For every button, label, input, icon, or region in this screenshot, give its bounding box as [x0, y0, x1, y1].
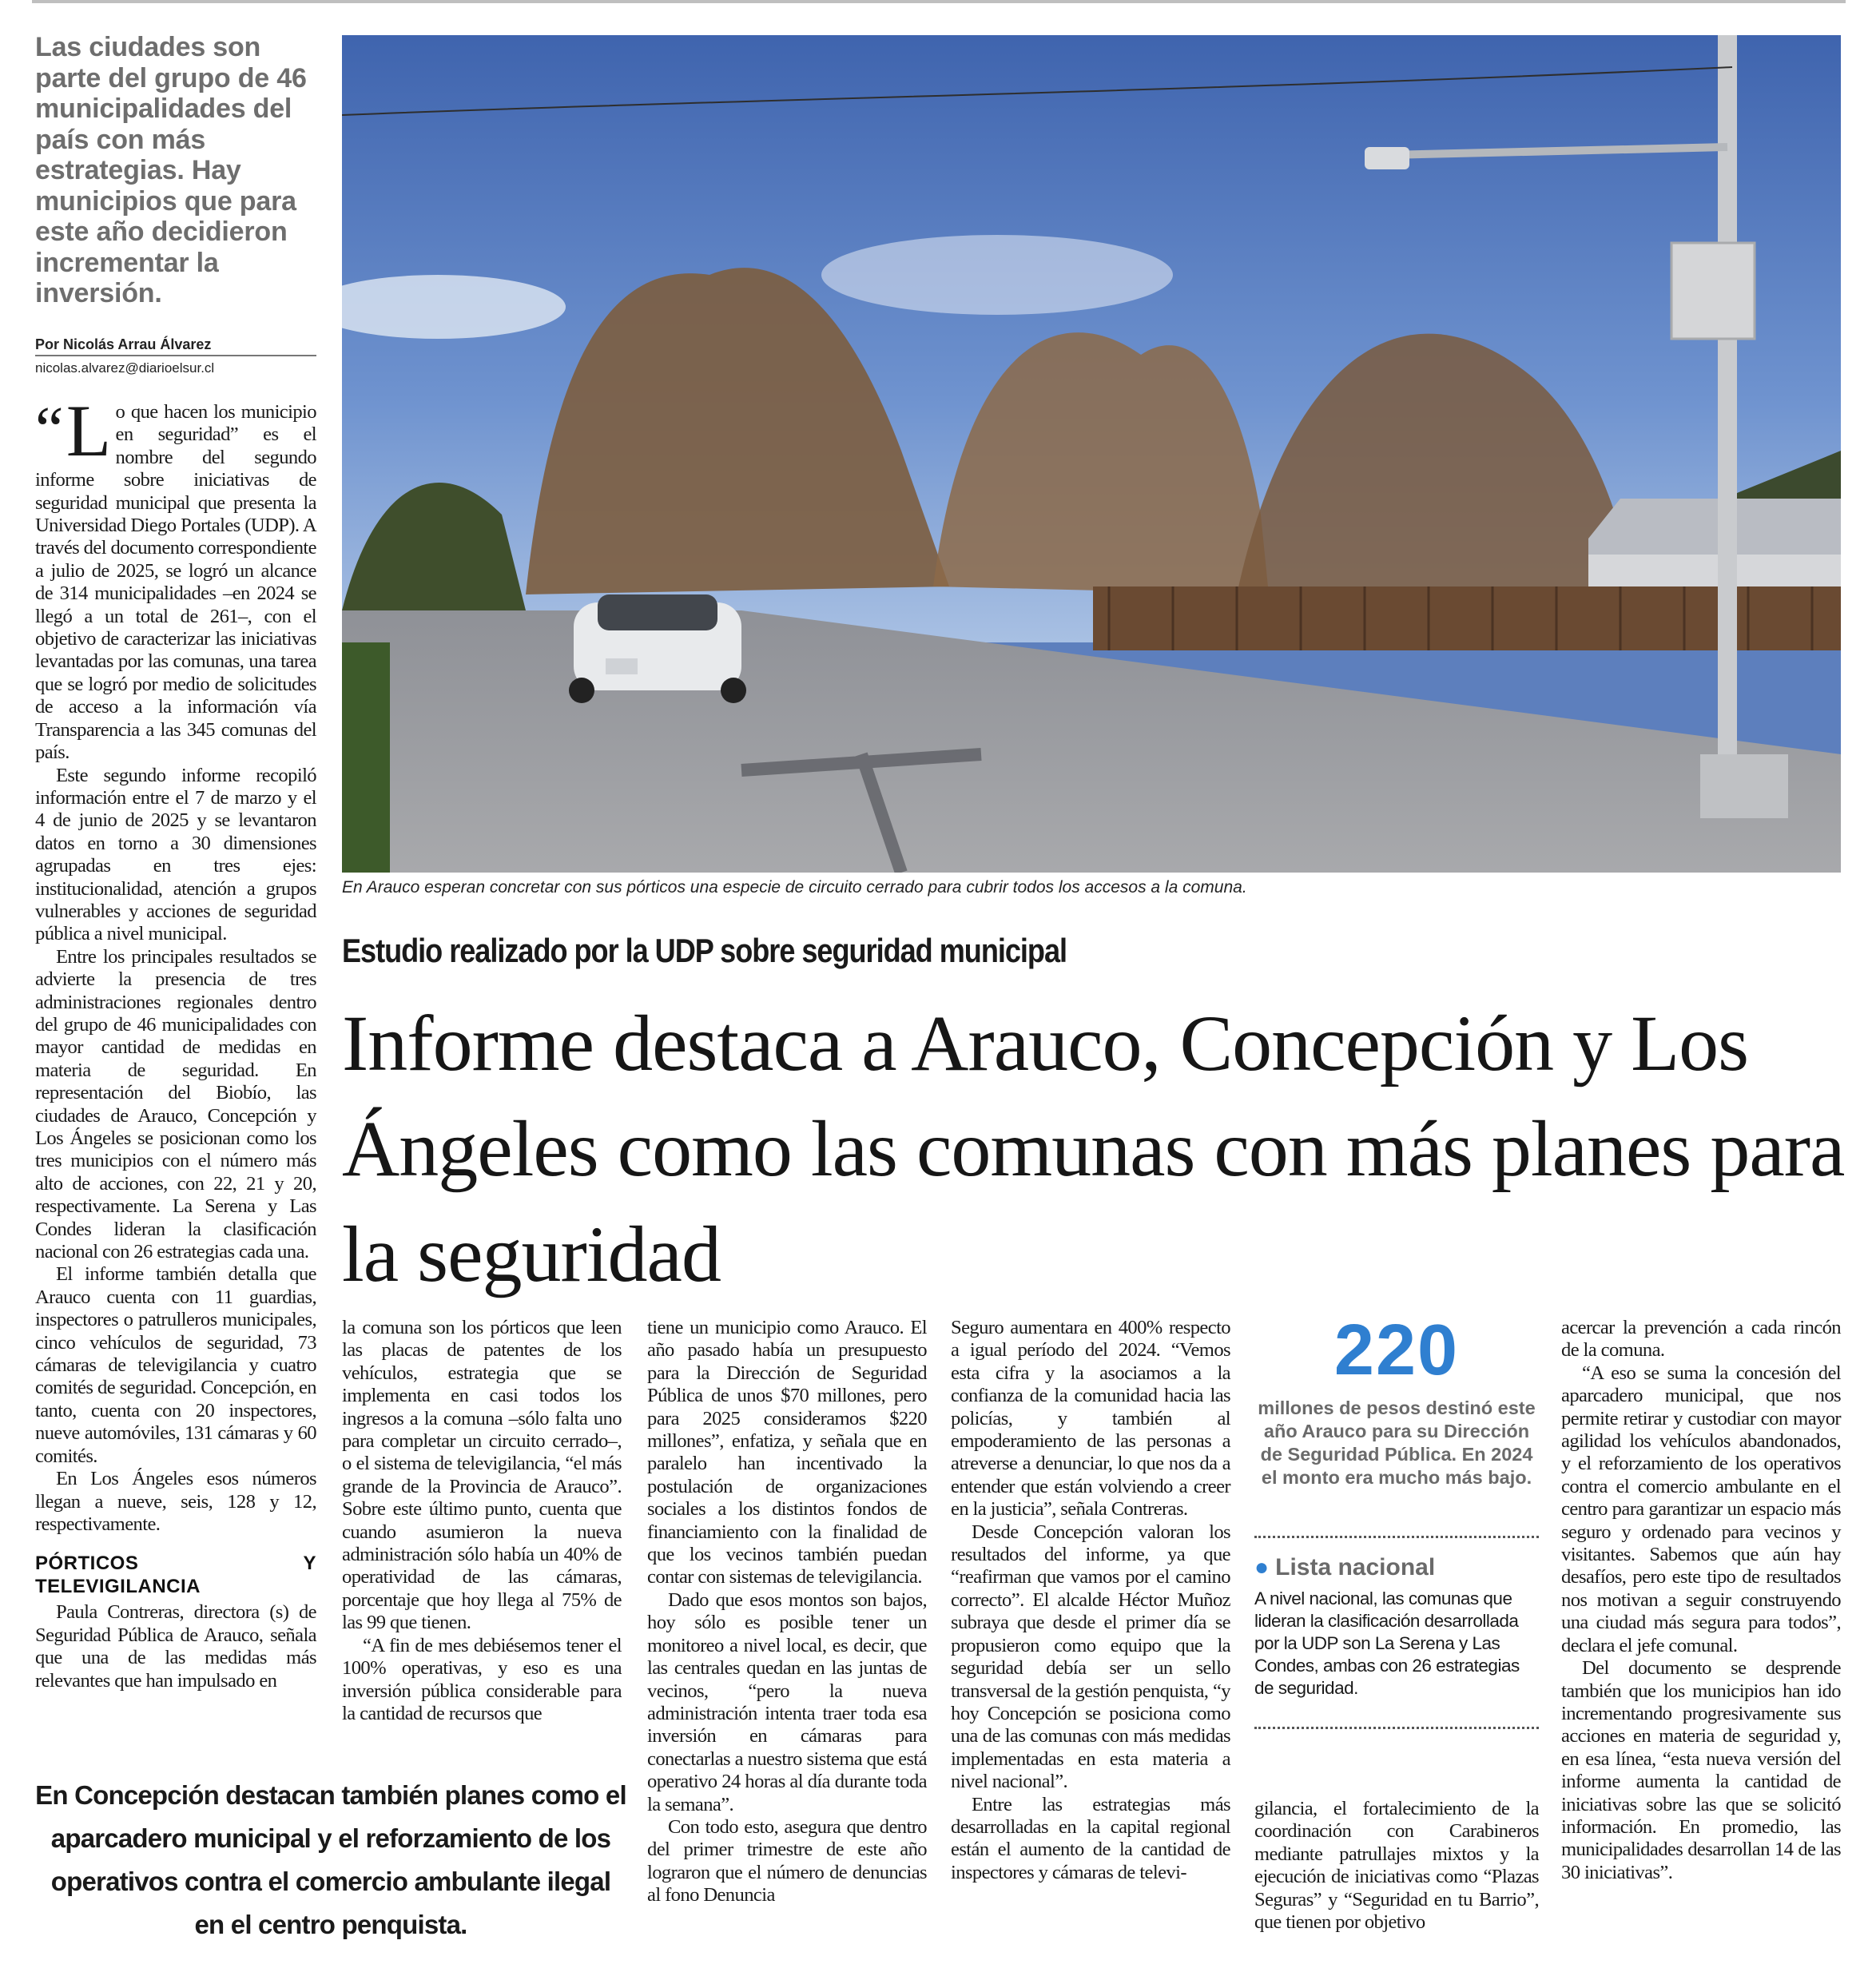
- open-quote-mark: “: [35, 395, 63, 465]
- bullet-icon: ●: [1254, 1554, 1270, 1580]
- article-paragraph: Entre los principales resultados se advierte la presencia de tres administraciones regionales dentro del grupo de 46 municipalidades con mayor cantidad de medidas en materia de seguridad. En representación del Biobío, las ciudades de Arauco, Concepción y Los Ángeles se posicionan como los tres municipios con el número más alto de acciones, con 22, 21 y 20, respectivamente. La Serena y Las Condes lideran la clasificación nacional con 26 estrategias cada una.: [35, 945, 316, 1263]
- intro-summary: Las ciudades son parte del grupo de 46 municipalidades del país con más estrategias. Hay municipios que para este año decidieron incrementar la inversión.: [35, 32, 307, 308]
- left-article-column: [35, 390, 316, 1692]
- pull-quote: En Concepción destacan también planes como el aparcadero municipal y el reforzamiento de los operativos contra el comercio ambulante ilegal en el centro penquista.: [35, 1780, 626, 1939]
- article-kicker: Estudio realizado por la UDP sobre seguridad municipal: [342, 932, 1067, 969]
- top-rule: [32, 0, 1846, 3]
- sidebar-divider: [1254, 1536, 1539, 1538]
- article-paragraph: tiene un municipio como Arauco. El año pasado había un presupuesto para la Dirección de Seguridad Pública de unos $70 millones, pero para 2025 consideramos $220 millones”, enfatiza, y señala que en paralelo han incentivado la postulación de organizaciones sociales a los distintos fondos de financiamiento con la finalidad de que los vecinos también puedan contar con sistemas de televigilancia.: [647, 1317, 927, 1588]
- article-column-3: [951, 1317, 1230, 1884]
- article-paragraph: Entre las estrategias más desarrolladas en la capital regional están el aumento de la cantidad de inspectores y cámaras de televi-: [951, 1793, 1230, 1883]
- highlight-description: millones de pesos destinó este año Arauco para su Dirección de Seguridad Pública. En 2024 el monto era mucho más bajo.: [1258, 1398, 1536, 1488]
- article-paragraph: Desde Concepción valoran los resultados del informe, ya que “reafirman que vamos por el camino correcto”. El alcalde Héctor Muñoz subraya que desde el primer día se propusieron como equipo que la seguridad debía ser un sello transversal de la gestión penquista, “y hoy Concepción se posiciona como una de las comunas con más medidas implementadas en esta materia a nivel nacional”.: [951, 1521, 1230, 1793]
- section-subhead: PÓRTICOS Y TELEVIGILANCIA: [35, 1553, 316, 1598]
- article-paragraph: Dado que esos montos son bajos, hoy sólo es posible tener un monitoreo a nivel local, es decir, que las centrales quedan en las juntas de vecinos, “pero la nueva administración intenta traer toda esa inversión en cámaras para conectarlas a nuestro sistema que está operativo 24 horas al día durante toda la semana”.: [647, 1588, 927, 1815]
- sidebar-list-title: ● Lista nacional: [1254, 1554, 1436, 1580]
- highlight-number: 220: [1333, 1310, 1460, 1390]
- sidebar-divider-bottom: [1254, 1727, 1539, 1729]
- article-column-2: [647, 1317, 927, 1907]
- sidebar-continuation: [1254, 1798, 1539, 1934]
- article-paragraph: “A fin de mes debiésemos tener el 100% operativas, y eso es una inversión pública considerable para la cantidad de recursos que: [342, 1634, 622, 1724]
- stat-sidebar: [1254, 1310, 1539, 1729]
- article-paragraph: la comuna son los pórticos que leen las placas de patentes de los vehículos, estrategia que se implementa en casi todos los ingresos a la comuna –sólo falta uno para completar un circuito cerrado–, o el sistema de televigilancia, “el más grande de la Provincia de Arauco”. Sobre este último punto, cuenta que cuando asumieron la nueva administración sólo había un 40% de operatividad de las cámaras, porcentaje que hoy llega al 75% de las 99 que tienen.: [342, 1317, 622, 1634]
- article-paragraph: Del documento se desprende también que los municipios han ido incrementando progresivamente sus acciones en materia de seguridad y, en esa línea, “esta nueva versión del informe aumenta la cantidad de iniciativas sobre las que se solicitó información. En promedio, las municipalidades desarrollan 14 de las 30 iniciativas”.: [1561, 1657, 1841, 1883]
- article-paragraph: En Los Ángeles esos números llegan a nueve, seis, 128 y 12, respectivamente.: [35, 1468, 316, 1535]
- author-byline: Por Nicolás Arrau Álvarez: [35, 336, 212, 352]
- article-paragraph: Seguro aumentara en 400% respecto a igual período del 2024. “Vemos esta cifra y la asociamos a la confianza de la comunidad hacia las policías, y también al empoderamiento de las personas a atreverse a denunciar, lo que nos da a entender que están volviendo a creer en la justicia”, señala Contreras.: [951, 1317, 1230, 1521]
- article-paragraph: Con todo esto, asegura que dentro del primer trimestre de este año lograron que el número de denuncias al fono Denuncia: [647, 1815, 927, 1906]
- article-paragraph: gilancia, el fortalecimiento de la coordinación con Carabineros mediante patrullajes mixtos y la ejecución de iniciativas como “Plazas Seguras” y “Seguridad en tu Barrio”, que tienen por objetivo: [1254, 1798, 1539, 1934]
- photo-caption: En Arauco esperan concretar con sus pórticos una especie de circuito cerrado para cubrir todos los accesos a la comuna.: [342, 878, 1247, 897]
- article-column-5: [1561, 1317, 1841, 1884]
- byline-divider: [35, 355, 316, 356]
- article-column-1: [342, 1317, 622, 1725]
- article-paragraph: “A eso se suma la concesión del aparcadero municipal, que nos permite retirar y custodiar con mayor agilidad los vehículos abandonados, y el reforzamiento de los operativos contra el comercio ambulante en el centro para garantizar un espacio más seguro y ordenado para vecinos y visitantes. Sabemos que aún hay desafíos, pero este tipo de resultados nos motivan a seguir construyendo una ciudad más segura para todos”, declara el jefe comunal.: [1561, 1362, 1841, 1656]
- article-paragraph: El informe también detalla que Arauco cuenta con 11 guardias, inspectores o patrulleros municipales, cinco vehículos de seguridad, 73 cámaras de televigilancia y cuatro comités de seguridad. Concepción, en tanto, cuenta con 20 inspectores, nueve automóviles, 131 cámaras y 60 comités.: [35, 1263, 316, 1467]
- main-photo: [342, 35, 1841, 873]
- sidebar-list-text: A nivel nacional, las comunas que lideran la clasificación desarrollada por la UDP son La Serena y Las Condes, ambas con 26 estrategias de seguridad.: [1254, 1588, 1520, 1698]
- article-paragraph: acercar la prevención a cada rincón de la comuna.: [1561, 1317, 1841, 1362]
- article-paragraph: Este segundo informe recopiló información entre el 7 de marzo y el 4 de junio de 2025 y se levantaron datos en torno a 30 dimensiones agrupadas en tres ejes: institucionalidad, atención a grupos vulnerables y acciones de seguridad pública a nivel municipal.: [35, 764, 316, 945]
- author-email[interactable]: nicolas.alvarez@diarioelsur.cl: [35, 360, 215, 376]
- article-paragraph: Paula Contreras, directora (s) de Seguridad Pública de Arauco, señala que una de las medidas más relevantes que han impulsado en: [35, 1601, 316, 1692]
- article-headline: Informe destaca a Arauco, Concepción y Los Ángeles como las comunas con más planes para la seguridad: [342, 999, 1845, 1298]
- drop-cap: L: [66, 390, 111, 471]
- article-paragraph: “ L o que hacen los municipio en seguridad” es el nombre del segundo informe sobre iniciativas de seguridad municipal que presenta la Universidad Diego Portales (UDP). A través del documento correspondiente a julio de 2025, se logró un alcance de 314 municipalidades –en 2024 se llegó a un total de 261–, con el objetivo de caracterizar las iniciativas levantadas por las comunas, una tarea que se logró por medio de solicitudes de acceso a la información vía Transparencia a las 345 comunas del país.: [35, 390, 316, 764]
